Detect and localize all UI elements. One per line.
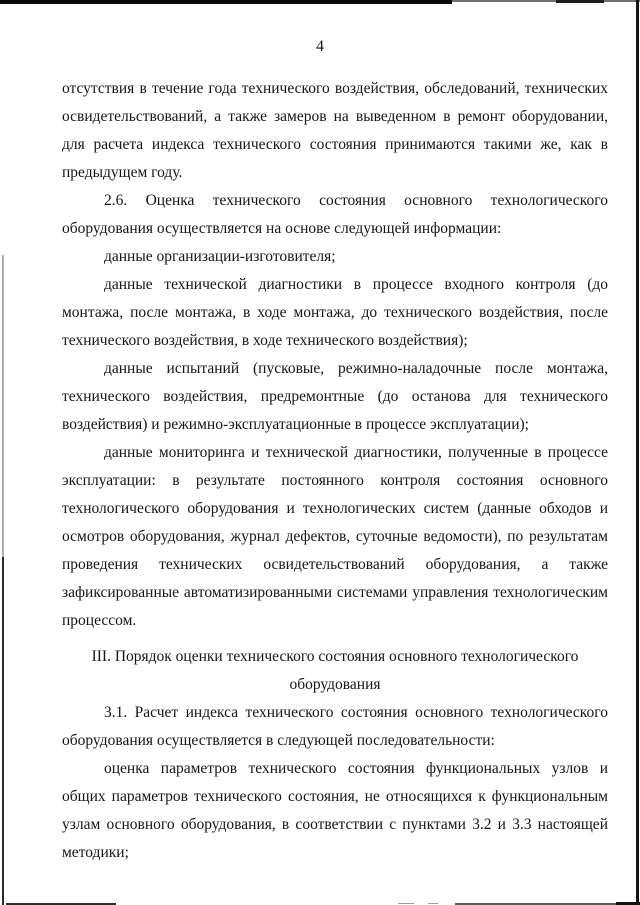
paragraph-list-item: данные испытаний (пусковые, режимно-наладочные после монтажа, технического воздействия, предремонтные (до останова для технического воздействия) и режимно-эксплуатационные в процессе эксплуатации);	[62, 360, 608, 433]
scan-artifact-left-line	[2, 557, 4, 905]
scan-artifact-bottom-line	[398, 903, 414, 904]
paragraph-3-1: 3.1. Расчет индекса технического состояния основного технологического оборудования осуществляется в следующей последовательности:	[62, 704, 608, 749]
scan-artifact-left-line	[2, 255, 4, 557]
paragraph-list-item: данные технической диагностики в процессе входного контроля (до монтажа, после монтажа, в ходе монтажа, до технического воздействия, после технического воздействия, в ходе технического воздействия);	[62, 276, 608, 349]
document-body	[62, 75, 608, 867]
paragraph-2-6: 2.6. Оценка технического состояния основного технологического оборудования осуществляется на основе следующей информации:	[62, 192, 608, 237]
paragraph-list-item: данные мониторинга и технической диагностики, полученные в процессе эксплуатации: в результате постоянного контроля состояния основного технологического оборудования и технологических систем (данные обходов и осмотров оборудования, журнал дефектов, суточные ведомости), по результатам проведения технических освидетельствований оборудования, а также зафиксированные автоматизированными системами управления технологическим процессом.	[62, 444, 608, 629]
section-heading: III. Порядок оценки технического состояния основного технологического оборудования	[91, 648, 579, 693]
paragraph-list-item: оценка параметров технического состояния функциональных узлов и общих параметров технического состояния, не относящихся к функциональным узлам основного оборудования, в соответствии с пунктами 3.2 и 3.3 настоящей методики;	[62, 760, 608, 861]
scan-artifact-top-bar	[452, 0, 640, 2]
scan-artifact-right-line	[636, 0, 639, 905]
scan-artifact-top-bar	[556, 0, 604, 3]
scan-artifact-top-bar	[0, 0, 452, 4]
paragraph-continuation: отсутствия в течение года технического воздействия, обследований, технических освидетельствований, а также замеров на выведенном в ремонт оборудовании, для расчета индекса технического состояния принимаются такими же, как в предыдущем году.	[62, 80, 608, 181]
paragraph-list-item: данные организации-изготовителя;	[104, 248, 336, 265]
page-number: 4	[316, 38, 324, 55]
scan-artifact-bottom-line	[428, 903, 438, 904]
